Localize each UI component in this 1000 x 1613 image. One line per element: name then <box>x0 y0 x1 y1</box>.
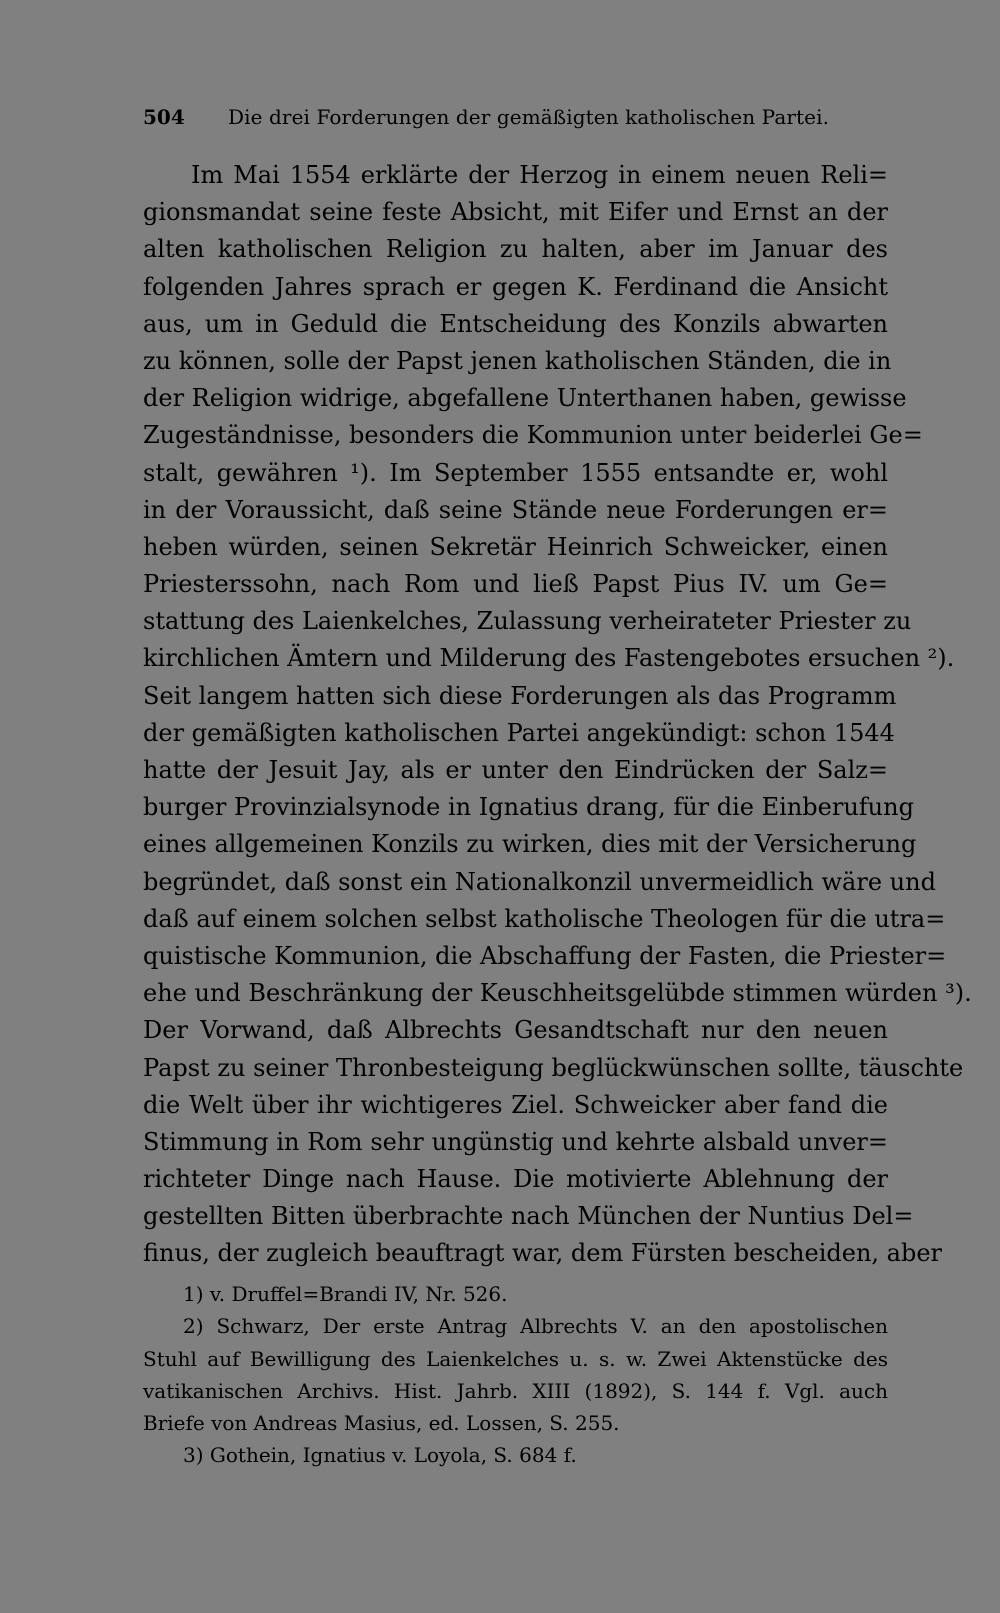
body-line: folgenden Jahres sprach er gegen K. Ferdinand die Ansicht <box>143 272 888 301</box>
footnote-1: 1) v. Druffel=Brandi IV, Nr. 526. <box>183 1282 508 1306</box>
body-line: quistische Kommunion, die Abschaffung der Fasten, die Priester= <box>143 941 947 970</box>
body-line: die Welt über ihr wichtigeres Ziel. Schweicker aber fand die <box>143 1090 888 1119</box>
body-line: heben würden, seinen Sekretär Heinrich Schweicker, einen <box>143 532 888 561</box>
body-line: richteter Dinge nach Hause. Die motivierte Ablehnung der <box>143 1165 888 1194</box>
body-line: alten katholischen Religion zu halten, aber im Januar des <box>143 235 888 264</box>
body-line: Im Mai 1554 erklärte der Herzog in einem neuen Reli= <box>191 161 888 189</box>
running-title: Die drei Forderungen der gemäßigten katholischen Partei. <box>228 105 830 129</box>
body-line: stattung des Laienkelches, Zulassung verheirateter Priester zu <box>143 607 912 636</box>
body-line: burger Provinzialsynode in Ignatius drang, für die Einberufung <box>143 793 914 822</box>
body-line: Der Vorwand, daß Albrechts Gesandtschaft nur den neuen <box>143 1016 888 1045</box>
body-line: Zugeständnisse, besonders die Kommunion unter beiderlei Ge= <box>143 421 923 450</box>
running-head <box>143 103 863 131</box>
body-line: der Religion widrige, abgefallene Unterthanen haben, gewisse <box>143 384 907 413</box>
body-line: eines allgemeinen Konzils zu wirken, dies mit der Versicherung <box>143 830 917 859</box>
body-line: daß auf einem solchen selbst katholische Theologen für die utra= <box>143 904 946 933</box>
footnote-3: 3) Gothein, Ignatius v. Loyola, S. 684 f. <box>183 1443 577 1468</box>
body-line: begründet, daß sonst ein Nationalkonzil unvermeidlich wäre und <box>143 867 936 896</box>
body-line: in der Voraussicht, daß seine Stände neue Forderungen er= <box>143 495 888 524</box>
page-number: 504 <box>143 105 185 129</box>
footnote-2-line: vatikanischen Archivs. Hist. Jahrb. XIII (1892), S. 144 f. Vgl. auch <box>143 1378 888 1403</box>
body-line: Priesterssohn, nach Rom und ließ Papst Pius IV. um Ge= <box>143 570 888 599</box>
body-line: hatte der Jesuit Jay, als er unter den Eindrücken der Salz= <box>143 756 888 784</box>
body-line: gionsmandat seine feste Absicht, mit Eifer und Ernst an der <box>143 198 888 227</box>
body-line: zu können, solle der Papst jenen katholischen Ständen, die in <box>143 346 892 375</box>
body-line: gestellten Bitten überbrachte nach München der Nuntius Del= <box>143 1202 914 1231</box>
footnote-2-line: Briefe von Andreas Masius, ed. Lossen, S. 255. <box>143 1411 620 1436</box>
body-line: ehe und Beschränkung der Keuschheitsgelübde stimmen würden ³). <box>143 979 972 1008</box>
body-line: stalt, gewähren ¹). Im September 1555 entsandte er, wohl <box>143 458 888 487</box>
body-line: aus, um in Geduld die Entscheidung des Konzils abwarten <box>143 309 888 338</box>
footnotes <box>143 1278 888 1472</box>
body-line: finus, der zugleich beauftragt war, dem Fürsten bescheiden, aber <box>143 1239 943 1268</box>
footnote-2-line: Stuhl auf Bewilligung des Laienkelches u. s. w. Zwei Aktenstücke des <box>143 1346 888 1371</box>
footnote-2: 2) Schwarz, Der erste Antrag Albrechts V. an den apostolischen <box>183 1314 888 1339</box>
body-line: Stimmung in Rom sehr ungünstig und kehrte alsbald unver= <box>143 1127 888 1156</box>
body-text <box>143 157 972 1273</box>
body-line: kirchlichen Ämtern und Milderung des Fastengebotes ersuchen ²). <box>143 644 955 673</box>
body-line: Seit langem hatten sich diese Forderungen als das Programm <box>143 681 897 710</box>
body-line: der gemäßigten katholischen Partei angekündigt: schon 1544 <box>143 718 895 747</box>
body-line: Papst zu seiner Thronbesteigung beglückwünschen sollte, täuschte <box>143 1053 964 1082</box>
